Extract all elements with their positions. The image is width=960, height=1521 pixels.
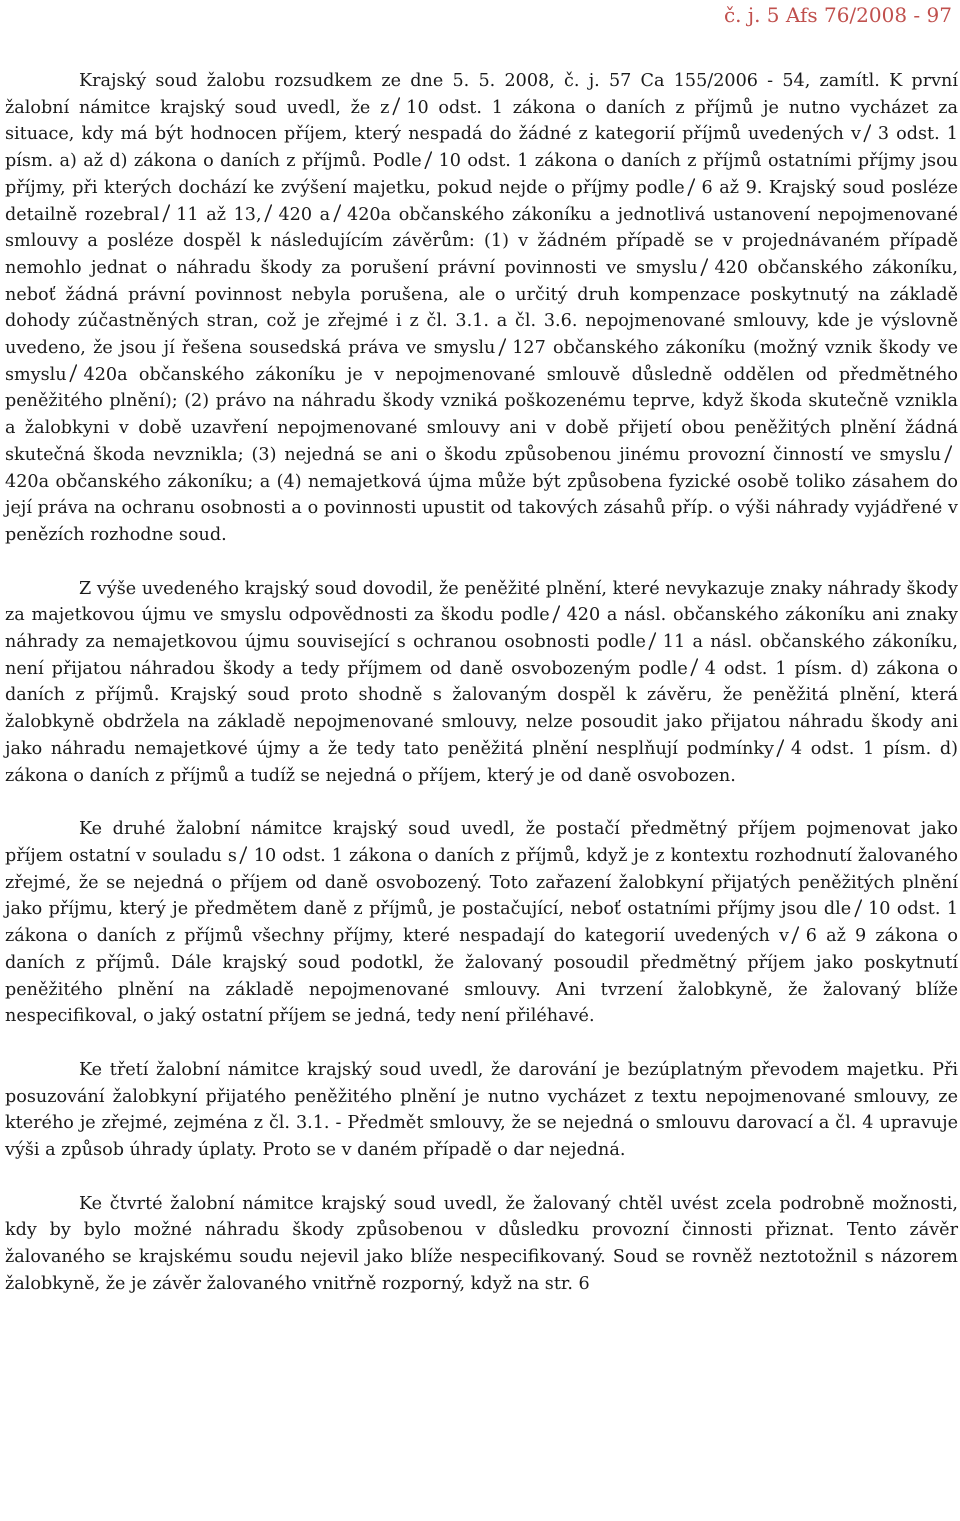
text-segment: Ke druhé žalobní námitce krajský soud uvedl, že postačí předmětný příjem pojmenovat jako příjem ostatní v souladu s [5, 819, 958, 866]
text-segment: Ke třetí žalobní námitce krajský soud uvedl, že darování je bezúplatným převodem majetku. Při posuzování žalobkyní přijatého peněžitého plnění je nutno vycházet z textu nepojmenované smlouvy, ze kterého je zřejmé, zejména z čl. 3.1. - Předmět smlouvy, že se nejedná o smlouvu darovací a čl. 4 upravuje výši a způsob úhrady úplaty. Proto se v daném případě o dar nejedná. [5, 1059, 958, 1161]
section-sign-icon [775, 739, 786, 757]
section-sign-icon [689, 658, 700, 676]
section-sign-icon [551, 605, 562, 623]
paragraph-fourth-objection [5, 1191, 958, 1298]
document-body [5, 68, 958, 1298]
text-segment: 420a občanského zákoníku je v nepojmenované smlouvě důsledně oddělen od předmětného peněžitého plnění); (2) právo na náhradu škody vzniká poškozenému teprve, když škoda skutečně vznikla a žalobkyni v době uzavření nepojmenované smlouvy ani v době přijetí obou peněžitých plnění žádná skutečná škoda nevznikla; (3) nejedná se ani o škodu způsobenou jinému provozní činností ve smyslu [5, 364, 958, 465]
text-segment: 420 a násl. občanského zákoníku ani znaky náhrady za nemajetkovou újmu související s ochranou osobnosti podle [5, 605, 958, 653]
paragraph-conclusion [5, 576, 958, 790]
text-segment: 127 občanského zákoníku (možný vznik škody ve smyslu [5, 338, 958, 385]
text-segment: Ke čtvrté žalobní námitce krajský soud uvedl, že žalovaný chtěl uvést zcela podrobně možnosti, kdy by bylo možné náhradu škody způsobenou v důsledku provozní činnosti přiznat. Tento závěr žalovaného se krajskému soudu nejevil jako blíže nespecifikovaný. Soud se rovněž neztotožnil s názorem žalobkyně, že je závěr žalovaného vnitřně rozporný, když na str. 6 [5, 1193, 958, 1294]
section-sign-icon [862, 124, 873, 142]
text-segment: 420a občanského zákoníku; a (4) nemajetková újma může být způsobena fyzické osobě toliko zásahem do její práva na ochranu osobnosti a o povinnosti upustit od takových zásahů příp. o výši náhrady vyjádřené v penězích rozhodne soud. [5, 471, 958, 545]
text-segment: 4 odst. 1 písm. d) zákona o daních z příjmů. Krajský soud proto shodně s žalovaným dospěl k závěru, že peněžitá plnění, která žalobkyně obdržela na základě nepojmenované smlouvy, nelze posoudit jako přijatou náhradu škody ani jako náhradu nemajetkové újmy a že tedy tato peněžitá plnění nesplňují podmínky [5, 658, 958, 759]
text-segment: 3 odst. 1 písm. a) až d) zákona o daních z příjmů. Podle [5, 124, 958, 172]
case-number-header: č. j. 5 Afs 76/2008 - 97 [723, 3, 952, 27]
paragraph-first-objection [5, 68, 958, 549]
section-sign-icon [943, 445, 954, 463]
paragraph-third-objection [5, 1057, 958, 1164]
text-segment: Z výše uvedeného krajský soud dovodil, že peněžité plnění, které nevykazuje znaky náhrady škody za majetkovou újmu ve smyslu odpovědnosti za škodu podle [5, 578, 958, 626]
text-segment: 6 až 9 zákona o daních z příjmů. Dále krajský soud podotkl, že žalovaný posoudil předmětný příjem jako poskytnutí peněžitého plnění na základě nepojmenované smlouvy. Ani tvrzení žalobkyně, že žalovaný blíže nespecifikoval, o jaký ostatní příjem se jedná, tedy není přiléhavé. [5, 926, 958, 1027]
text-segment: 10 odst. 1 zákona o daních z příjmů, když je z kontextu rozhodnutí žalovaného zřejmé, že se nejedná o příjem od daně osvobozený. Toto zařazení žalobkyní přijatých peněžitých plnění jako příjmu, který je předmětem daně z příjmů, je postačující, neboť ostatními příjmy jsou dle [5, 845, 958, 920]
section-sign-icon [853, 899, 864, 917]
paragraph-second-objection [5, 816, 958, 1030]
section-sign-icon [68, 364, 79, 382]
text-segment: 420 a [278, 204, 331, 225]
section-sign-icon [790, 926, 801, 944]
text-segment: 6 až 9. Krajský soud posléze detailně rozebral [5, 177, 958, 225]
section-sign-icon [423, 151, 434, 169]
text-segment: 420 občanského zákoníku, neboť žádná právní povinnost nebyla porušena, ale o určitý druh kompenzace poskytnutý na základě dohody zúčastněných stran, což je zřejmé i z čl. 3.1. a čl. 3.6. nepojmenované smlouvy, kde je výslovně uvedeno, že jsou jí řešena sousedská práva ve smyslu [5, 257, 958, 359]
section-sign-icon [238, 846, 249, 864]
section-sign-icon [161, 204, 172, 222]
text-segment: 4 odst. 1 písm. d) zákona o daních z příjmů a tudíž se nejedná o příjem, který je od daně osvobozen. [5, 738, 959, 786]
section-sign-icon [647, 632, 658, 650]
text-segment: 11 a násl. občanského zákoníku, není přijatou náhradou škody a tedy příjmem od daně osvobozeným podle [5, 632, 958, 679]
section-sign-icon [332, 204, 343, 222]
section-sign-icon [699, 258, 710, 276]
text-segment: Krajský soud žalobu rozsudkem ze dne 5. 5. 2008, č. j. 57 Ca 155/2006 - 54, zamítl. K první žalobní námitce krajský soud uvedl, že z [5, 71, 958, 118]
section-sign-icon [263, 204, 274, 222]
text-segment: 420a občanského zákoníku a jednotlivá ustanovení nepojmenované smlouvy a posléze dospěl k následujícím závěrům: (1) v žádném případě se v projednávaném případě nemohlo jednat o náhradu škody za porušení právní povinnosti ve smyslu [5, 204, 959, 278]
section-sign-icon [497, 338, 508, 356]
section-sign-icon [391, 97, 402, 115]
text-segment: 10 odst. 1 zákona o daních z příjmů ostatními příjmy jsou příjmy, při kterých dochází ke zvýšení majetku, pokud nejde o příjmy podle [5, 151, 958, 198]
text-segment: 10 odst. 1 zákona o daních z příjmů všechny příjmy, které nespadají do kategorií uvedených v [5, 899, 959, 947]
text-segment: 10 odst. 1 zákona o daních z příjmů je nutno vycházet za situace, kdy má být hodnocen příjem, který nespadá do žádné z kategorií příjmů uvedených v [5, 97, 958, 145]
section-sign-icon [686, 178, 697, 196]
text-segment: 11 až 13, [176, 204, 262, 225]
